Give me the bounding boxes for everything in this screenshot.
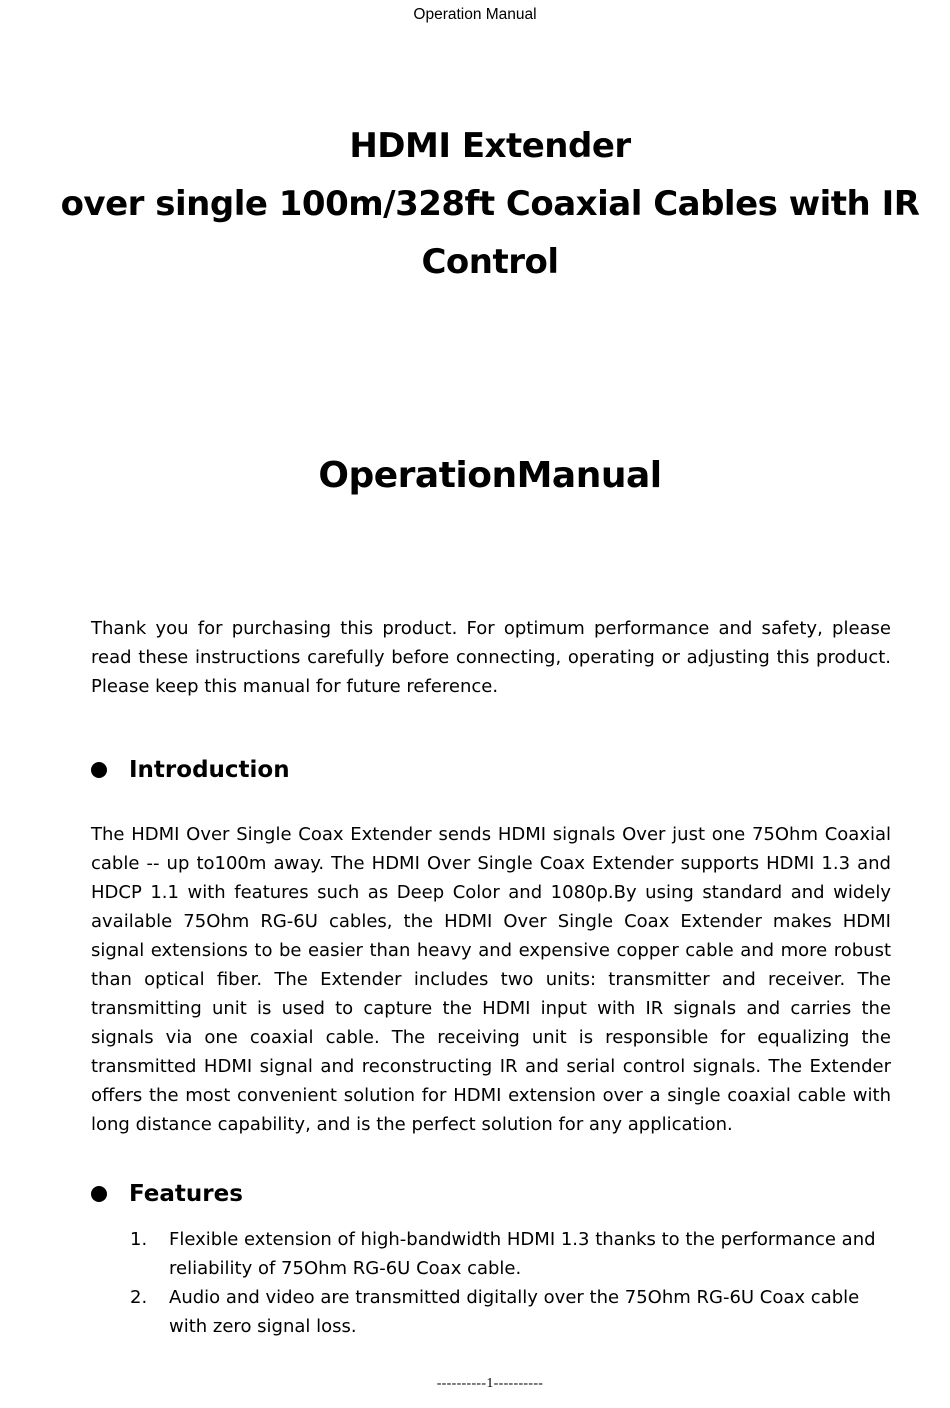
features-list <box>130 1225 890 1341</box>
list-item-text: Audio and video are transmitted digitally over the 75Ohm RG-6U Coax cable with zero signal loss. <box>169 1287 860 1337</box>
bullet-icon <box>91 1186 107 1202</box>
document-title-line-3: Control <box>421 242 559 282</box>
list-item <box>130 1225 890 1283</box>
features-heading <box>91 1181 243 1207</box>
list-item <box>130 1283 890 1341</box>
introduction-heading <box>91 757 290 783</box>
thank-you-paragraph: Thank you for purchasing this product. For optimum performance and safety, please read these instructions carefully before connecting, operating or adjusting this product. Please keep this manual for future reference. <box>91 618 891 697</box>
introduction-paragraph: The HDMI Over Single Coax Extender sends HDMI signals Over just one 75Ohm Coaxial cable -- up to100m away. The HDMI Over Single Coax Extender supports HDMI 1.3 and HDCP 1.1 with features such as Deep Color and 1080p.By using standard and widely available 75Ohm RG-6U cables, the HDMI Over Single Coax Extender makes HDMI signal extensions to be easier than heavy and expensive copper cable and more robust than optical fiber. The Extender includes two units: transmitter and receiver. The transmitting unit is used to capture the HDMI input with IR signals and carries the signals via one coaxial cable. The receiving unit is responsible for equalizing the transmitted HDMI signal and reconstructing IR and serial control signals. The Extender offers the most convenient solution for HDMI extension over a single coaxial cable with long distance capability, and is the perfect solution for any application. <box>91 824 891 1135</box>
document-title-line-2: over single 100m/328ft Coaxial Cables with IR <box>60 184 920 224</box>
introduction-heading-label: Introduction <box>129 757 290 783</box>
list-item-number: 1. <box>130 1229 148 1250</box>
bullet-icon <box>91 762 107 778</box>
running-header: Operation Manual <box>413 6 537 23</box>
features-heading-label: Features <box>129 1181 243 1207</box>
manual-title: OperationManual <box>318 455 662 496</box>
list-item-text: Flexible extension of high-bandwidth HDMI 1.3 thanks to the performance and reliability of 75Ohm RG-6U Coax cable. <box>169 1229 876 1279</box>
page-number-footer: ----------1---------- <box>436 1376 544 1391</box>
document-title-line-1: HDMI Extender <box>349 126 631 166</box>
list-item-number: 2. <box>130 1287 148 1308</box>
